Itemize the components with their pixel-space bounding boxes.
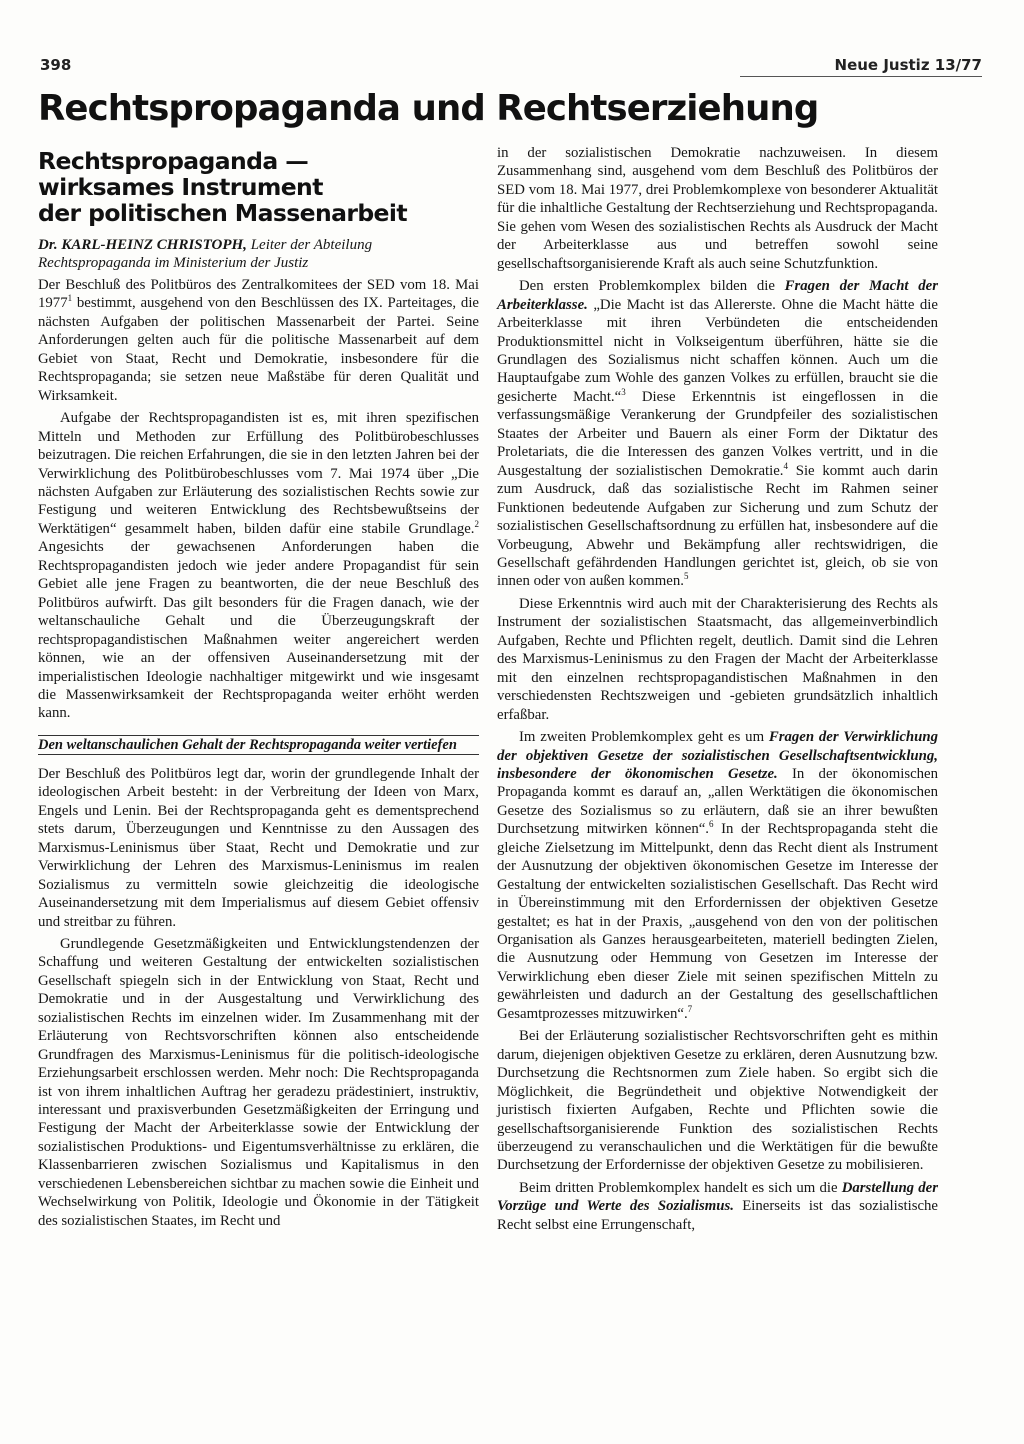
emphasis: Darstellung der Vorzüge und Werte des Sozialismus.: [497, 1179, 938, 1215]
paragraph: Diese Erkenntnis wird auch mit der Charakterisierung des Rechts als Instrument der sozialistischen Staatsmacht, das allgemeinverbindlich Aufgaben, Rechte und Pflichten regelt, deutlich. Damit sind die Lehren des Marxismus-Leninismus zu den Fragen der Macht der Arbeiterklasse mit den einzelnen rechtspropagandistischen Maßnahmen in den verschiedensten Rechtszweigen und -gebieten grundsätzlich inhaltlich erfaßbar.: [497, 595, 938, 723]
paragraph: Beim dritten Problemkomplex handelt es sich um die Darstellung der Vorzüge und Werte des Sozialismus. Einerseits ist das sozialistische Recht selbst eine Errungenschaft,: [497, 1179, 938, 1233]
article-title-line: Rechtspropaganda —: [38, 147, 309, 175]
author-name: Dr. KARL-HEINZ CHRISTOPH,: [38, 237, 247, 253]
footnote-ref: 2: [474, 518, 479, 529]
subheading-rule: [38, 754, 479, 755]
header-rule: [740, 76, 982, 77]
paragraph: in der sozialistischen Demokratie nachzuweisen. In diesem Zusammenhang sind, ausgehend vom dem Beschluß des Politbüros der SED vom 18. Mai 1977, drei Problemkomplexe von besonderer Aktualität für die inhaltliche Gestaltung der Rechtserziehung und Rechtspropaganda. Sie gehen vom Wesen des sozialistischen Rechts als Ausdruck der Macht der Arbeiterklasse aus und betreffen sowohl seine gesellschaftsorganisierende Kraft als auch seine Schutzfunktion.: [497, 145, 938, 272]
paragraph: Aufgabe der Rechtspropagandisten ist es, mit ihren spezifischen Mitteln und Methoden zur Erfüllung des Politbürobeschlusses beizutragen. Die reichen Erfahrungen, die sie in den letzten Jahren bei der Verwirklichung des Politbürobeschlusses vom 7. Mai 1974 über „Die nächsten Aufgaben zur Erläuterung des sozialistischen Rechts sowie zur Festigung und weiteren Entwicklung des Rechtsbewußtseins der Werktätigen“ gesammelt haben, bilden dafür eine stabile Grundlage.$^2$ Angesichts der gewachsenen Anforderungen haben die Rechtspropagandisten jedoch wie jeder andere Propagandist für sein Gebiet alle jene Fragen zu beantworten, die der neue Beschluß des Politbüros aufwirft. Das gilt besonders für die Fragen danach, wie der weltanschauliche Gehalt und die Überzeugungskraft der rechtspropagandistischen Maßnahmen weiter angereichert werden können, wie an der offensiven Auseinandersetzung mit der imperialistischen Ideologie nachhaltiger mitgewirkt und wie insgesamt die Massenwirksamkeit der Rechtspropaganda weiter erhöht werden kann.: [38, 410, 479, 722]
footnote-ref: 7: [687, 1003, 693, 1014]
emphasis: Fragen der Verwirklichung der objektiven Gesetze der sozialistischen Gesellschaftsentwicklung, insbesondere der ökonomischen Gesetze.: [497, 729, 938, 782]
left-column: [38, 148, 479, 1230]
byline: [38, 236, 479, 272]
right-column: [497, 144, 938, 1234]
author-affiliation: Leiter der Abteilung Rechtspropaganda im Ministerium der Justiz: [38, 237, 373, 271]
footnote-ref: 3: [621, 386, 626, 397]
article-title-line: wirksames Instrument: [38, 173, 323, 201]
journal-name: Neue Justiz 13/77: [834, 56, 982, 74]
section-title: Rechtspropaganda und Rechtserziehung: [38, 88, 819, 129]
footnote-ref: 4: [783, 460, 789, 471]
paragraph: Im zweiten Problemkomplex geht es um Fragen der Verwirklichung der objektiven Gesetze der sozialistischen Gesellschaftsentwicklung, insbesondere der ökonomischen Gesetze. In der ökonomischen Propaganda kommt es darauf an, „allen Werktätigen die ökonomischen Gesetze des Sozialismus so zu erläutern, daß sie an ihrer bewußten Durchsetzung mitwirken können“.$^6$ In der Rechtspropaganda steht die gleiche Zielsetzung im Mittelpunkt, denn das Recht dient als Instrument der Ausnutzung der objektiven ökonomischen Gesetze im Interesse der Gestaltung der entwickelten sozialistischen Gesellschaft. Das Recht wird in Übereinstimmung mit den Erfordernissen der objektiven Gesetze gestaltet; es hat in der Praxis, „ausgehend von den von der politischen Organisation als Ganzes herausgearbeiteten, materiell bedingten Zielen, die Ausnutzung oder Hemmung von Gesetzen im Interesse der Verwirklichung eben dieser Ziele mit seinen spezifischen Mitteln zu gewährleisten und dadurch an der Gestaltung des gesellschaftlichen Gesamtprozesses mitzuwirken“.$^7$: [497, 729, 939, 1022]
article-title: [38, 148, 479, 226]
article-title-line: der politischen Massenarbeit: [38, 199, 407, 227]
footnote-ref: 1: [67, 293, 73, 304]
subheading-block: [38, 735, 479, 755]
subheading: Den weltanschaulichen Gehalt der Rechtspropaganda weiter vertiefen: [38, 736, 457, 753]
paragraph: Der Beschluß des Politbüros des Zentralkomitees der SED vom 18. Mai 1977$^1$ bestimmt, ausgehend von den Beschlüssen des IX. Parteitages, die nächsten Aufgaben der politischen Massenarbeit der Partei. Seine Anforderungen gelten auch für die politische Massenarbeit auf dem Gebiet von Staat, Recht und Demokratie, insbesondere für die Rechtspropaganda; sie setzen neue Maßstäbe für deren Qualität und Wirksamkeit.: [38, 277, 479, 404]
paragraph: Den ersten Problemkomplex bilden die Fragen der Macht der Arbeiterklasse. „Die Macht ist das Allererste. Ohne die Macht hätte die Arbeiterklasse mit ihren Verbündeten die entscheidenden Produktionsmittel nicht in Volkseigentum überführen, hätte sie die Grundlagen des Sozialismus nicht schaffen können. Auch um die Hauptaufgabe zum Wohle des ganzen Volkes zu erfüllen, braucht sie die gesicherte Macht.“$^3$ Diese Erkenntnis ist eingeflossen in die verfassungsmäßige Verankerung der Grundpfeiler des sozialistischen Staates der Arbeiter und Bauern als einer Form der Diktatur des Proletariats, die die Interessen des ganzen Volkes vertritt, und in die Ausgestaltung der sozialistischen Demokratie.$^4$ Sie kommt auch darin zum Ausdruck, daß das sozialistische Recht im Rahmen seiner Funktionen bedeutende Aufgaben zur Sicherung und zum Schutz der sozialistischen Gesellschaftsordnung zu erfüllen hat, insbesondere auf die Vorbeugung, Abwehr und Bekämpfung aller rechtswidrigen, die Gesellschaft gefährdenden Handlungen gerichtet ist, gleich, ob sie von innen oder von außen kommen.$^5$: [497, 278, 939, 590]
emphasis: Fragen der Macht der Arbeiterklasse.: [497, 278, 938, 313]
footnote-ref: 5: [683, 571, 689, 582]
paragraph: Der Beschluß des Politbüros legt dar, worin der grundlegende Inhalt der ideologischen Arbeit besteht: in der Verbreitung der Ideen von Marx, Engels und Lenin. Bei der Rechtspropaganda geht es dementsprechend stets darum, Überzeugungen und Kenntnisse zu den Aussagen des Marxismus-Leninismus über Staat, Recht und Demokratie und zur Verwirklichung der Lehren des Marxismus-Leninismus im realen Sozialismus zu vermitteln sowie gleichzeitig die ideologische Auseinandersetzung mit dem Imperialismus auf diesem Gebiet offensiv und streitbar zu führen.: [38, 765, 479, 930]
paragraph: Bei der Erläuterung sozialistischer Rechtsvorschriften geht es mithin darum, diejenigen objektiven Gesetze zu erklären, deren Ausnutzung bzw. Durchsetzung die Rechtsnormen zum Ziele haben. So ergibt sich die Möglichkeit, die Begründetheit und objektive Notwendigkeit der juristisch fixierten Aufgaben, Rechte und Pflichten sowie die gesellschaftsorganisierende Funktion des sozialistischen Rechts überzeugend zu veranschaulichen und die Werktätigen für die bewußte Durchsetzung der Erfordernisse der objektiven Gesetze zu mobilisieren.: [497, 1028, 938, 1174]
page-number: 398: [40, 56, 72, 74]
paragraph: Grundlegende Gesetzmäßigkeiten und Entwicklungstendenzen der Schaffung und weiteren Gestaltung der entwickelten sozialistischen Gesellschaft spiegeln sich in der Entwicklung von Staat, Recht und Demokratie und in der Ausgestaltung und Verwirklichung des sozialistischen Rechts im einzelnen wider. Im Zusammenhang mit der Erläuterung von Rechtsvorschriften können also entscheidende Grundfragen des Marxismus-Leninismus für die politisch-ideologische Erziehungsarbeit erschlossen werden. Mehr noch: Die Rechtspropaganda ist von ihrem inhaltlichen Auftrag her geradezu prädestiniert, instruktiv, interessant und praxisverbunden Gesetzmäßigkeiten der Erringung und Festigung der Macht der Arbeiterklasse sowie der Entwicklung der sozialistischen Produktions- und Eigentumsverhältnisse zu erklären, die Klassenbarrieren zwischen Sozialismus und Kapitalismus in den verschiedenen Lebensbereichen sichtbar zu machen sowie die Einheit und Wechselwirkung von Politik, Ideologie und Ökonomie in der Tätigkeit des sozialistischen Staates, im Recht und: [38, 935, 479, 1229]
running-header: [40, 56, 982, 80]
footnote-ref: 6: [709, 819, 714, 830]
